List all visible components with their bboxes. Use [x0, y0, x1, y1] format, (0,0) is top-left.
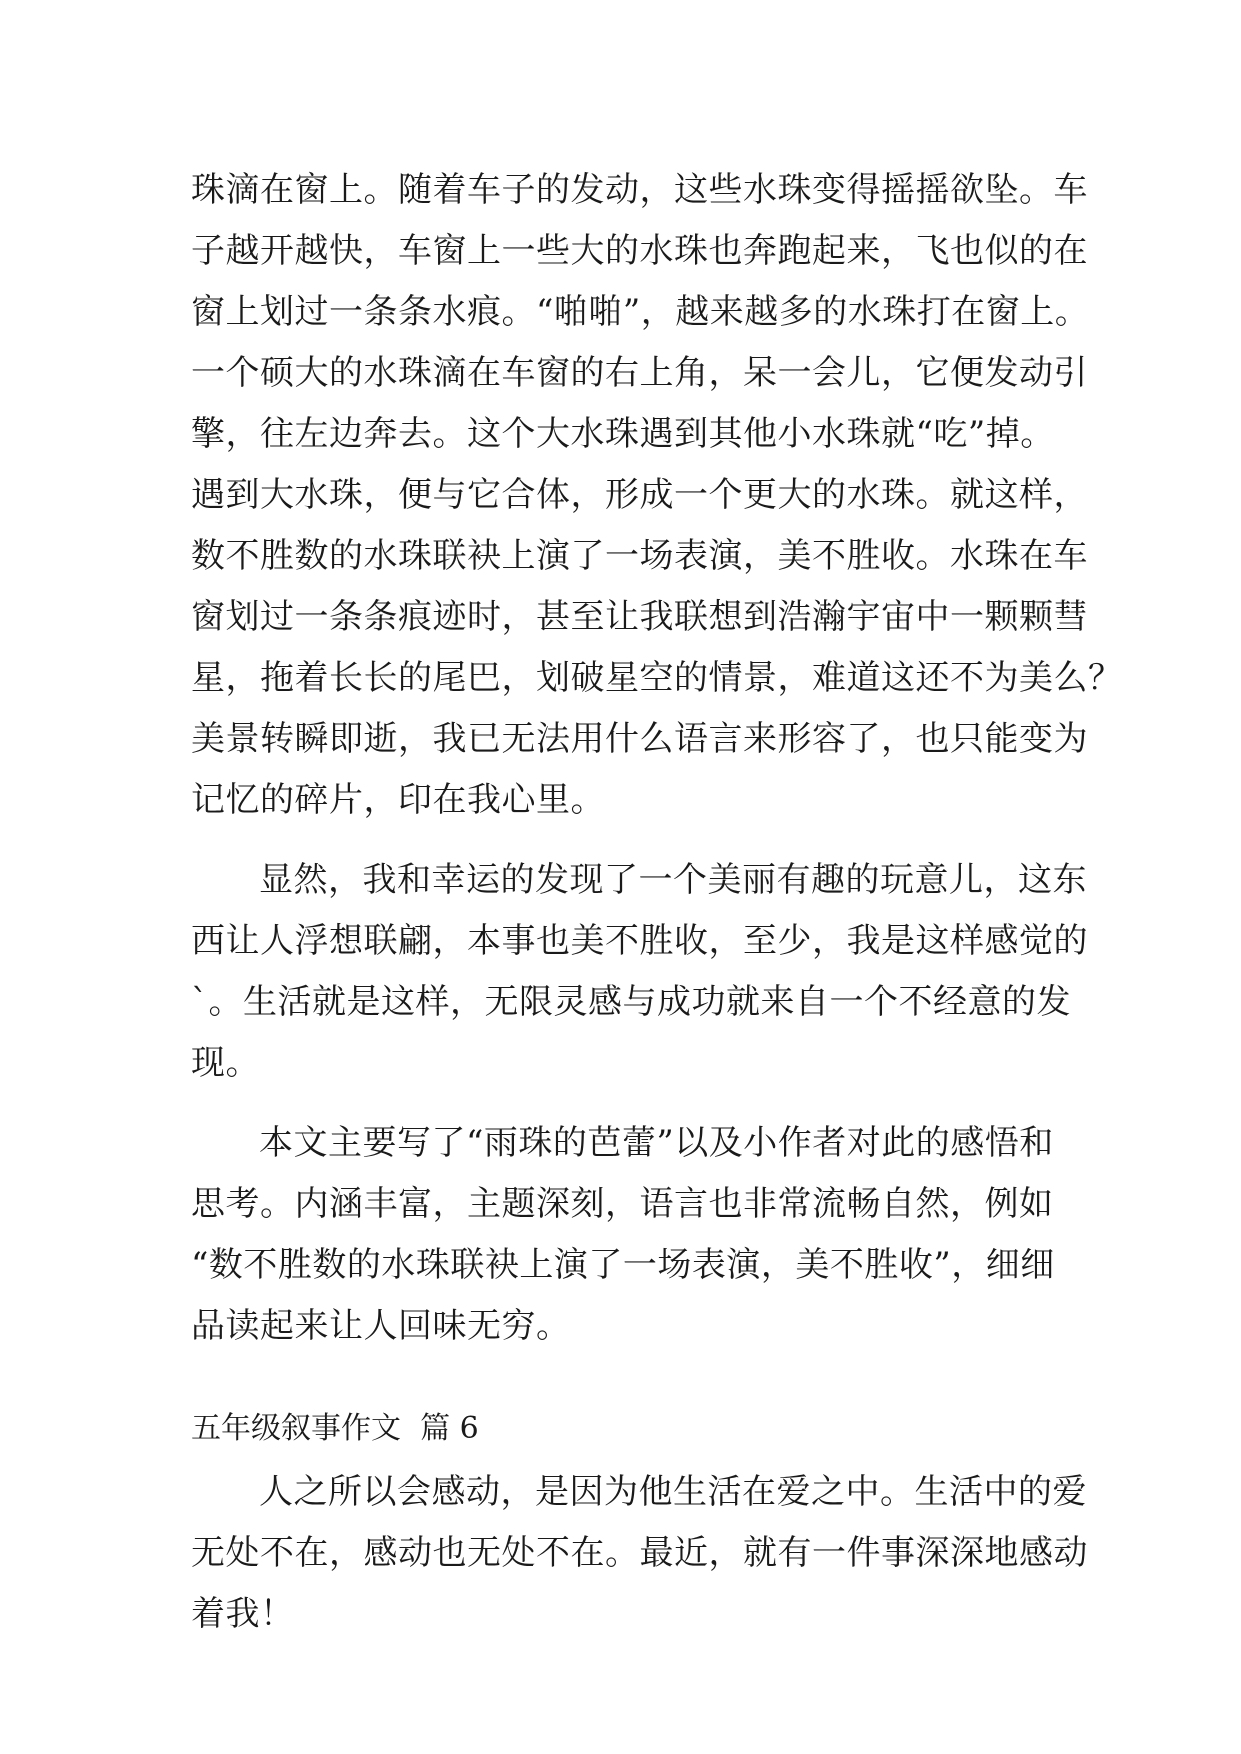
paragraph-line: 星，拖着长长的尾巴，划破星空的情景，难道这还不为美么？	[191, 658, 1123, 698]
paragraph-line: 一个硕大的水珠滴在车窗的右上角，呆一会儿，它便发动引	[191, 353, 1088, 393]
paragraph-line: 着我！	[191, 1594, 295, 1634]
paragraph-line: 数不胜数的水珠联袂上演了一场表演，美不胜收。水珠在车	[191, 536, 1088, 576]
paragraph-line: 显然，我和幸运的发现了一个美丽有趣的玩意儿，这东	[259, 860, 1087, 900]
paragraph-line: 现。	[191, 1043, 260, 1083]
paragraph-line: 遇到大水珠，便与它合体，形成一个更大的水珠。就这样，	[191, 475, 1088, 515]
paragraph-line: 擎，往左边奔去。这个大水珠遇到其他小水珠就“吃”掉。	[191, 414, 1055, 454]
paragraph-line: 本文主要写了“雨珠的芭蕾”以及小作者对此的感悟和	[259, 1123, 1054, 1163]
paragraph-line: 人之所以会感动，是因为他生活在爱之中。生活中的爱	[259, 1472, 1087, 1512]
paragraph-line: 记忆的碎片，印在我心里。	[191, 780, 605, 820]
paragraph-line: 思考。内涵丰富，主题深刻，语言也非常流畅自然，例如	[191, 1184, 1054, 1224]
paragraph-line: 子越开越快，车窗上一些大的水珠也奔跑起来，飞也似的在	[191, 231, 1088, 271]
paragraph-line: “数不胜数的水珠联袂上演了一场表演，美不胜收”，细细	[191, 1245, 1055, 1285]
paragraph-line: 美景转瞬即逝，我已无法用什么语言来形容了，也只能变为	[191, 719, 1088, 759]
paragraph-line: 西让人浮想联翩，本事也美不胜收，至少，我是这样感觉的	[191, 921, 1088, 961]
paragraph-line: 窗上划过一条条水痕。“啪啪”，越来越多的水珠打在窗上。	[191, 292, 1090, 332]
paragraph-line: 无处不在，感动也无处不在。最近，就有一件事深深地感动	[191, 1533, 1088, 1573]
paragraph-line: `。生活就是这样，无限灵感与成功就来自一个不经意的发	[191, 982, 1071, 1022]
paragraph-line: 窗划过一条条痕迹时，甚至让我联想到浩瀚宇宙中一颗颗彗	[191, 597, 1088, 637]
paragraph-line: 品读起来让人回味无穷。	[191, 1306, 571, 1346]
paragraph-line: 珠滴在窗上。随着车子的发动，这些水珠变得摇摇欲坠。车	[191, 170, 1088, 210]
section-heading: 五年级叙事作文 篇 6	[191, 1411, 479, 1446]
